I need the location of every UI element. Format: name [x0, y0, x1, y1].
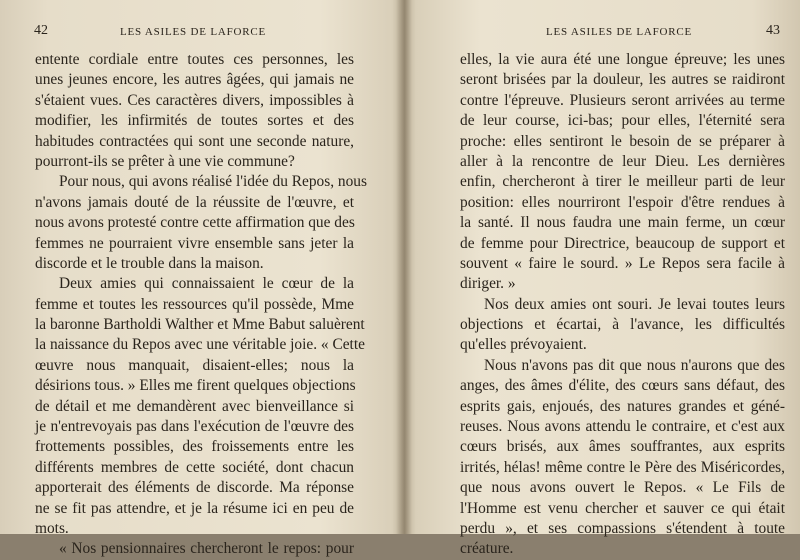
text-line: désirions tous. » Elles me firent quelques objections	[35, 377, 356, 395]
text-line: apporterait des éléments de discorde. Ma réponse	[35, 479, 354, 497]
text-line: femme et toutes les ressources qu'il possède, Mme	[35, 295, 354, 313]
text-line: entente cordiale entre toutes ces personnes, les	[35, 51, 354, 68]
text-line: anges, des âmes d'élite, des cœurs sans défaut, des	[460, 377, 785, 395]
text-line: de leur course, ici-bas; pour elles, l'éternité sera	[460, 112, 785, 130]
left-page	[0, 0, 400, 558]
text-line: créature.	[460, 540, 514, 558]
text-line: je n'entrevoyais pas dans l'exécution de l'œuvre des	[35, 418, 354, 436]
text-line: nous avons protesté contre cette affirmation que des	[35, 214, 355, 232]
text-line: unes jeunes encore, les autres âgées, qui jamais ne	[35, 71, 354, 89]
left-running-head: LES ASILES DE LAFORCE	[120, 26, 267, 38]
text-line: différents membres de cette société, dont chacun	[35, 458, 354, 476]
text-line: diriger. »	[460, 275, 516, 293]
text-line: pourront-ils se prêter à une vie commune?	[35, 152, 295, 170]
text-line: contre l'épreuve. Plusieurs seront arrivées au terme	[460, 91, 785, 109]
text-line: mots.	[35, 519, 69, 537]
text-line: œuvre nous manquait, disaient-elles; nous la	[35, 356, 354, 374]
left-page-number: 42	[34, 23, 48, 38]
text-line: la santé. Il nous faudra une main ferme, un cœur	[460, 214, 785, 232]
text-line: ne se fit pas attendre, et je la résume ici en peu de	[35, 499, 354, 517]
text-line: frottements possibles, des froissements entre les	[35, 438, 354, 456]
text-line: habitudes contractées qui sont une seconde nature,	[35, 132, 354, 150]
text-line: la naissance du Repos avec une véritable joie. « Cette	[35, 336, 365, 354]
text-line: Nous n'avons pas dit que nous n'aurons que des	[484, 356, 785, 374]
text-line: de détail et me demandèrent avec bienveillance si	[35, 397, 354, 415]
right-page-body	[460, 50, 785, 560]
text-line: proche: elles sentiront le besoin de se préparer à	[460, 132, 785, 150]
text-line: qu'elles prévoyaient.	[460, 336, 587, 354]
text-line: irrités, hélas! même contre le Père des Miséricordes,	[460, 458, 785, 476]
right-running-head: LES ASILES DE LAFORCE	[546, 26, 693, 38]
text-line: perdu », et ses compassions s'étendent à toute	[460, 519, 785, 537]
text-line: objections et écartai, à l'avance, les difficultés	[460, 316, 785, 334]
left-page-body	[35, 50, 367, 560]
text-line: n'avons jamais douté de la réussite de l'œuvre, et	[35, 193, 354, 211]
text-line: seront brisées par la douleur, les autres se raidiront	[460, 71, 785, 89]
text-line: modifier, les infirmités de toutes sortes et des	[35, 112, 354, 130]
text-line: Deux amies qui connaissaient le cœur de la	[59, 275, 354, 293]
text-line: esprits gais, enjoués, des natures grandes et géné-	[460, 397, 785, 415]
text-line: l'Homme est venu chercher et sauver ce qui était	[460, 499, 785, 517]
text-line: aller à la rencontre de leur Dieu. Les dernières	[460, 152, 785, 170]
text-line: enfin, chercheront à tirer le meilleur parti de leur	[460, 173, 785, 191]
right-page	[410, 0, 800, 558]
text-line: souvent « faire le sourd. » Le Repos sera facile à	[460, 254, 785, 272]
text-line: s'étaient vues. Ces caractères divers, impossibles à	[35, 91, 354, 109]
text-line: que nous avons ouvert le Repos. « Le Fils de	[460, 479, 785, 497]
text-line: discorde et le trouble dans la maison.	[35, 254, 264, 272]
text-line: Nos deux amies ont souri. Je levai toutes leurs	[484, 295, 785, 313]
text-line: de femme pour Directrice, beaucoup de support et	[460, 234, 785, 252]
text-line: femmes ne pourraient vivre ensemble sans jeter la	[35, 234, 354, 252]
text-line: position: elles nourriront l'espoir d'être rendues à	[460, 193, 785, 211]
text-line: Pour nous, qui avons réalisé l'idée du Repos, nous	[59, 173, 367, 191]
text-line: « Nos pensionnaires chercheront le repos: pour	[59, 540, 354, 558]
text-line: elles, la vie aura été une longue épreuve; les unes	[460, 51, 785, 68]
text-line: la baronne Bartholdi Walther et Mme Babut saluèrent	[35, 316, 365, 334]
text-line: reuses. Nous avons attendu le contraire, et c'est aux	[460, 418, 785, 436]
text-line: cœurs brisés, aux âmes souffrantes, aux esprits	[460, 438, 785, 456]
right-page-number: 43	[766, 23, 780, 38]
